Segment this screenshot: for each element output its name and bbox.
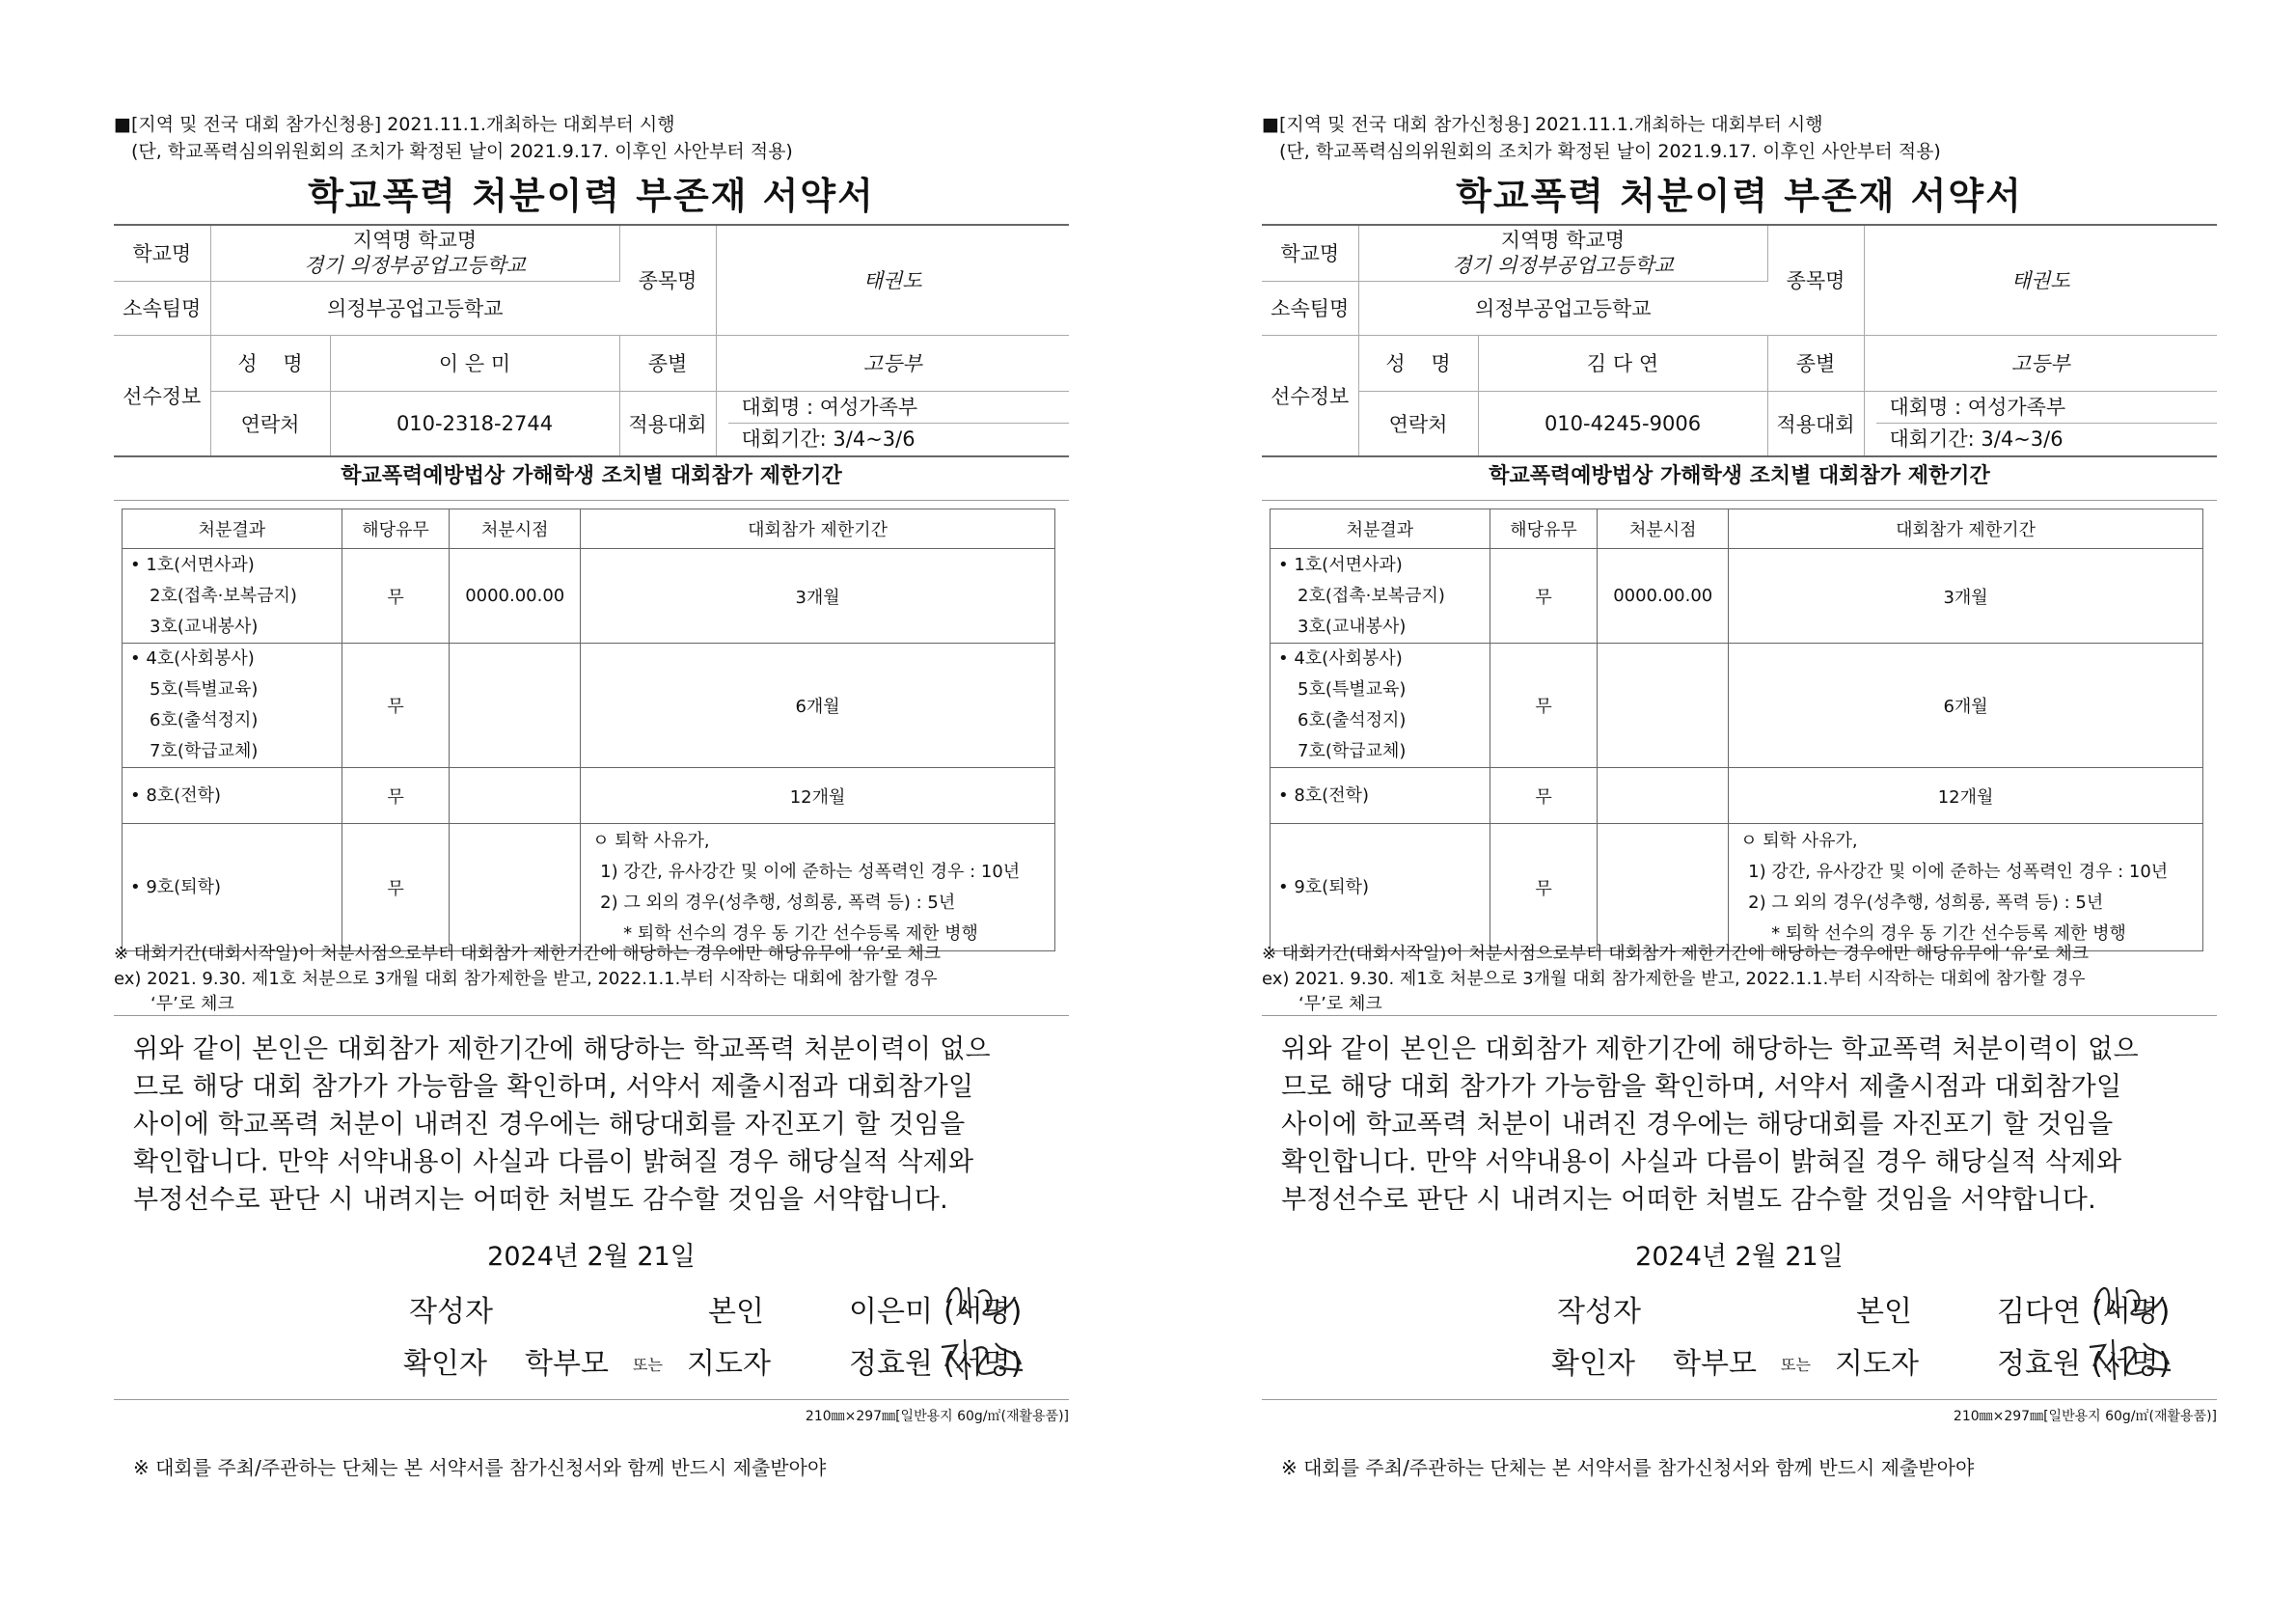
name-label: 성 명 — [1358, 335, 1478, 391]
paper-spec: 210㎜×297㎜[일반용지 60g/㎡(재활용품)] — [805, 1409, 1069, 1424]
self-label: 본인 — [708, 1295, 764, 1329]
restriction-period: 6개월 — [581, 644, 1055, 768]
restriction-line: * 퇴학 선수의 경우 동 기간 선수등록 제한 병행 — [623, 922, 978, 944]
applicable-value: 무 — [1490, 768, 1598, 824]
disposition-header: 처분시점 — [450, 509, 581, 549]
confirmer-name: 정효원 — [1997, 1347, 2081, 1381]
restriction-period: 3개월 — [581, 549, 1055, 644]
disposition-item: 3호(교내봉사) — [150, 616, 259, 637]
pledge-line: 부정선수로 판단 시 내려지는 어떠한 처벌도 감수할 것임을 서약합니다. — [1281, 1185, 2097, 1215]
restriction-subtitle: 학교폭력예방법상 가해학생 조치별 대회참가 제한기간 — [1489, 464, 1990, 488]
pledge-line: 사이에 학교폭력 처분이 내려진 경우에는 해당대회를 자진포기 할 것임을 — [133, 1110, 966, 1140]
header-line-2: (단, 학교폭력심의위원회의 조치가 확정된 날이 2021.9.17. 이후인 사안부터 적용) — [131, 141, 793, 162]
competition-label: 적용대회 — [619, 391, 716, 456]
applicable-value: 무 — [342, 768, 450, 824]
competition-label: 적용대회 — [1767, 391, 1864, 456]
pledge-line: 확인합니다. 만약 서약내용이 사실과 다름이 밝혀질 경우 해당실적 삭제와 — [1281, 1147, 2122, 1177]
disposition-date — [450, 644, 581, 768]
disposition-item: 6호(출석정지) — [150, 710, 259, 730]
writer-label: 작성자 — [409, 1295, 493, 1329]
division-label: 종별 — [619, 335, 716, 391]
disposition-item: • 9호(퇴학) — [130, 876, 221, 897]
table-row — [123, 824, 1055, 951]
table-row — [1271, 768, 2203, 824]
disposition-item: • 1호(서면사과) — [130, 554, 255, 575]
applicable-value: 무 — [1490, 549, 1598, 644]
restriction-period: 3개월 — [1729, 549, 2203, 644]
division-value: 고등부 — [716, 335, 1069, 391]
confirmer-signature-icon — [936, 1330, 1028, 1389]
disposition-item: 5호(특별교육) — [150, 679, 259, 700]
writer-sign-label: (서명) — [2091, 1295, 2171, 1329]
school-value: 경기 의정부공업고등학교 — [1452, 254, 1674, 278]
competition-period: 대회기간: 3/4~3/6 — [741, 426, 916, 451]
note-1: ※ 대회기간(대회시작일)이 처분시점으로부터 대회참가 제한기간에 해당하는 경우에만 해당유무에 ‘유’로 체크 — [114, 944, 942, 964]
pledge-text — [133, 1031, 1059, 1219]
writer-row — [114, 1287, 1069, 1330]
parent-label: 학부모 — [525, 1347, 609, 1381]
confirmer-row — [1262, 1339, 2217, 1382]
applicable-value: 무 — [342, 644, 450, 768]
sport-label: 종목명 — [619, 225, 716, 335]
disposition-item: 7호(학급교체) — [150, 741, 259, 761]
pledge-date: 2024년 2월 21일 — [487, 1242, 696, 1272]
name-value: 김 다 연 — [1478, 335, 1767, 391]
disposition-header: 대회참가 제한기간 — [581, 509, 1055, 549]
confirmer-label: 확인자 — [1551, 1347, 1635, 1381]
athlete-label: 선수정보 — [114, 335, 210, 456]
divider — [1262, 500, 2217, 501]
restriction-line: ㅇ 퇴학 사유가, — [592, 830, 710, 851]
writer-label: 작성자 — [1557, 1295, 1641, 1329]
sport-value: 태권도 — [1864, 225, 2217, 335]
contact-value: 010-4245-9006 — [1478, 391, 1767, 456]
disposition-date — [1598, 644, 1729, 768]
contact-label: 연락처 — [210, 391, 330, 456]
pledge-text — [1281, 1031, 2207, 1219]
restriction-period: 12개월 — [1729, 768, 2203, 824]
disposition-table — [1270, 509, 2203, 951]
footer-note: ※ 대회를 주최/주관하는 단체는 본 서약서를 참가신청서와 함께 반드시 제출받아야 — [133, 1456, 827, 1479]
school-sub-label: 지역명 학교명 — [1500, 229, 1626, 253]
coach-label: 지도자 — [687, 1347, 771, 1381]
note-2: ex) 2021. 9.30. 제1호 처분으로 3개월 대회 참가제한을 받고, 2022.1.1.부터 시작하는 대회에 참가할 경우 — [1262, 969, 2086, 989]
note-3: ‘무’로 체크 — [1298, 994, 1382, 1014]
table-row — [1271, 644, 2203, 768]
competition-name: 대회명 : 여성가족부 — [1876, 392, 2218, 424]
name-label: 성 명 — [210, 335, 330, 391]
pledge-line: 위와 같이 본인은 대회참가 제한기간에 해당하는 학교폭력 처분이력이 없으 — [133, 1034, 991, 1064]
header-line-1: ■[지역 및 전국 대회 참가신청용] 2021.11.1.개최하는 대회부터 시행 — [1262, 114, 1823, 135]
divider — [114, 500, 1069, 501]
division-label: 종별 — [1767, 335, 1864, 391]
school-label: 학교명 — [1262, 225, 1358, 281]
disposition-item: • 9호(퇴학) — [1278, 876, 1369, 897]
table-row — [123, 549, 1055, 644]
note-2: ex) 2021. 9.30. 제1호 처분으로 3개월 대회 참가제한을 받고, 2022.1.1.부터 시작하는 대회에 참가할 경우 — [114, 969, 938, 989]
writer-name: 김다연 — [1997, 1295, 2081, 1329]
pledge-date: 2024년 2월 21일 — [1635, 1242, 1844, 1272]
confirmer-label: 확인자 — [403, 1347, 487, 1381]
pledge-line: 므로 해당 대회 참가가 가능함을 확인하며, 서약서 제출시점과 대회참가일 — [133, 1072, 974, 1102]
team-value: 의정부공업고등학교 — [210, 281, 619, 335]
restriction-line: * 퇴학 선수의 경우 동 기간 선수등록 제한 병행 — [1771, 922, 2126, 944]
coach-label: 지도자 — [1835, 1347, 1919, 1381]
disposition-item: 6호(출석정지) — [1298, 710, 1407, 730]
table-row — [123, 768, 1055, 824]
school-value: 경기 의정부공업고등학교 — [304, 254, 526, 278]
confirmer-name: 정효원 — [849, 1347, 933, 1381]
restriction-period: 12개월 — [581, 768, 1055, 824]
disposition-date — [1598, 824, 1729, 951]
disposition-date: 0000.00.00 — [1598, 549, 1729, 644]
page-title: 학교폭력 처분이력 부존재 서약서 — [1456, 175, 2023, 217]
disposition-header: 해당유무 — [342, 509, 450, 549]
applicable-value: 무 — [1490, 824, 1598, 951]
disposition-item: 3호(교내봉사) — [1298, 616, 1407, 637]
restriction-line: 1) 강간, 유사강간 및 이에 준하는 성폭력인 경우 : 10년 — [600, 861, 1021, 882]
or-label: 또는 — [633, 1356, 663, 1374]
disposition-date: 0000.00.00 — [450, 549, 581, 644]
disposition-item: 2호(접촉·보복금지) — [1298, 585, 1445, 606]
disposition-item: 2호(접촉·보복금지) — [150, 585, 297, 606]
footer-note: ※ 대회를 주최/주관하는 단체는 본 서약서를 참가신청서와 함께 반드시 제출받아야 — [1281, 1456, 1975, 1479]
sport-label: 종목명 — [1767, 225, 1864, 335]
disposition-header: 처분시점 — [1598, 509, 1729, 549]
restriction-line: ㅇ 퇴학 사유가, — [1740, 830, 1858, 851]
pledge-line: 사이에 학교폭력 처분이 내려진 경우에는 해당대회를 자진포기 할 것임을 — [1281, 1110, 2114, 1140]
disposition-header: 대회참가 제한기간 — [1729, 509, 2203, 549]
page-title: 학교폭력 처분이력 부존재 서약서 — [308, 175, 875, 217]
confirmer-row — [114, 1339, 1069, 1382]
writer-signature-icon — [2088, 1274, 2171, 1330]
divider — [1262, 1015, 2217, 1016]
division-value: 고등부 — [1864, 335, 2217, 391]
note-3: ‘무’로 체크 — [150, 994, 234, 1014]
disposition-item: 7호(학급교체) — [1298, 741, 1407, 761]
team-value: 의정부공업고등학교 — [1358, 281, 1767, 335]
restriction-line: 2) 그 외의 경우(성추행, 성희롱, 폭력 등) : 5년 — [600, 892, 956, 913]
restriction-subtitle: 학교폭력예방법상 가해학생 조치별 대회참가 제한기간 — [341, 464, 842, 488]
or-label: 또는 — [1781, 1356, 1811, 1374]
restriction-period: 6개월 — [1729, 644, 2203, 768]
athlete-label: 선수정보 — [1262, 335, 1358, 456]
restriction-line: 1) 강간, 유사강간 및 이에 준하는 성폭력인 경우 : 10년 — [1748, 861, 2169, 882]
disposition-item: • 8호(전학) — [130, 784, 221, 806]
school-label: 학교명 — [114, 225, 210, 281]
pledge-line: 부정선수로 판단 시 내려지는 어떠한 처벌도 감수할 것임을 서약합니다. — [133, 1185, 949, 1215]
contact-label: 연락처 — [1358, 391, 1478, 456]
note-1: ※ 대회기간(대회시작일)이 처분시점으로부터 대회참가 제한기간에 해당하는 경우에만 해당유무에 ‘유’로 체크 — [1262, 944, 2090, 964]
disposition-header: 해당유무 — [1490, 509, 1598, 549]
confirmer-signature-icon — [2084, 1330, 2176, 1389]
table-row — [123, 644, 1055, 768]
header-line-2: (단, 학교폭력심의위원회의 조치가 확정된 날이 2021.9.17. 이후인 사안부터 적용) — [1279, 141, 1941, 162]
info-table — [1262, 224, 2217, 457]
disposition-header: 처분결과 — [1271, 509, 1490, 549]
table-row — [1271, 549, 2203, 644]
divider — [114, 1015, 1069, 1016]
pledge-line: 위와 같이 본인은 대회참가 제한기간에 해당하는 학교폭력 처분이력이 없으 — [1281, 1034, 2139, 1064]
disposition-item: • 4호(사회봉사) — [1278, 648, 1403, 669]
pledge-line: 므로 해당 대회 참가가 가능함을 확인하며, 서약서 제출시점과 대회참가일 — [1281, 1072, 2122, 1102]
pledge-line: 확인합니다. 만약 서약내용이 사실과 다름이 밝혀질 경우 해당실적 삭제와 — [133, 1147, 974, 1177]
divider — [114, 1399, 1069, 1400]
disposition-table — [122, 509, 1055, 951]
disposition-date — [450, 768, 581, 824]
sport-value: 태권도 — [716, 225, 1069, 335]
divider — [1262, 1399, 2217, 1400]
name-value: 이 은 미 — [330, 335, 619, 391]
disposition-header: 처분결과 — [123, 509, 342, 549]
team-label: 소속팀명 — [114, 281, 210, 335]
restriction-line: 2) 그 외의 경우(성추행, 성희롱, 폭력 등) : 5년 — [1748, 892, 2104, 913]
disposition-item: • 4호(사회봉사) — [130, 648, 255, 669]
paper-spec: 210㎜×297㎜[일반용지 60g/㎡(재활용품)] — [1953, 1409, 2217, 1424]
writer-signature-icon — [940, 1274, 1023, 1330]
disposition-date — [450, 824, 581, 951]
writer-sign-label: (서명) — [943, 1295, 1023, 1329]
applicable-value: 무 — [342, 549, 450, 644]
applicable-value: 무 — [1490, 644, 1598, 768]
confirmer-sign-label: (서명) — [943, 1347, 1023, 1381]
parent-label: 학부모 — [1673, 1347, 1757, 1381]
pledge-page-right — [1148, 0, 2296, 1623]
disposition-item: 5호(특별교육) — [1298, 679, 1407, 700]
contact-value: 010-2318-2744 — [330, 391, 619, 456]
table-row — [1271, 824, 2203, 951]
info-table — [114, 224, 1069, 457]
disposition-item: • 1호(서면사과) — [1278, 554, 1403, 575]
writer-name: 이은미 — [849, 1295, 933, 1329]
competition-name: 대회명 : 여성가족부 — [728, 392, 1070, 424]
disposition-item: • 8호(전학) — [1278, 784, 1369, 806]
writer-row — [1262, 1287, 2217, 1330]
self-label: 본인 — [1856, 1295, 1912, 1329]
team-label: 소속팀명 — [1262, 281, 1358, 335]
disposition-date — [1598, 768, 1729, 824]
header-line-1: ■[지역 및 전국 대회 참가신청용] 2021.11.1.개최하는 대회부터 시행 — [114, 114, 675, 135]
confirmer-sign-label: (서명) — [2091, 1347, 2171, 1381]
applicable-value: 무 — [342, 824, 450, 951]
competition-period: 대회기간: 3/4~3/6 — [1889, 426, 2064, 451]
school-sub-label: 지역명 학교명 — [352, 229, 478, 253]
